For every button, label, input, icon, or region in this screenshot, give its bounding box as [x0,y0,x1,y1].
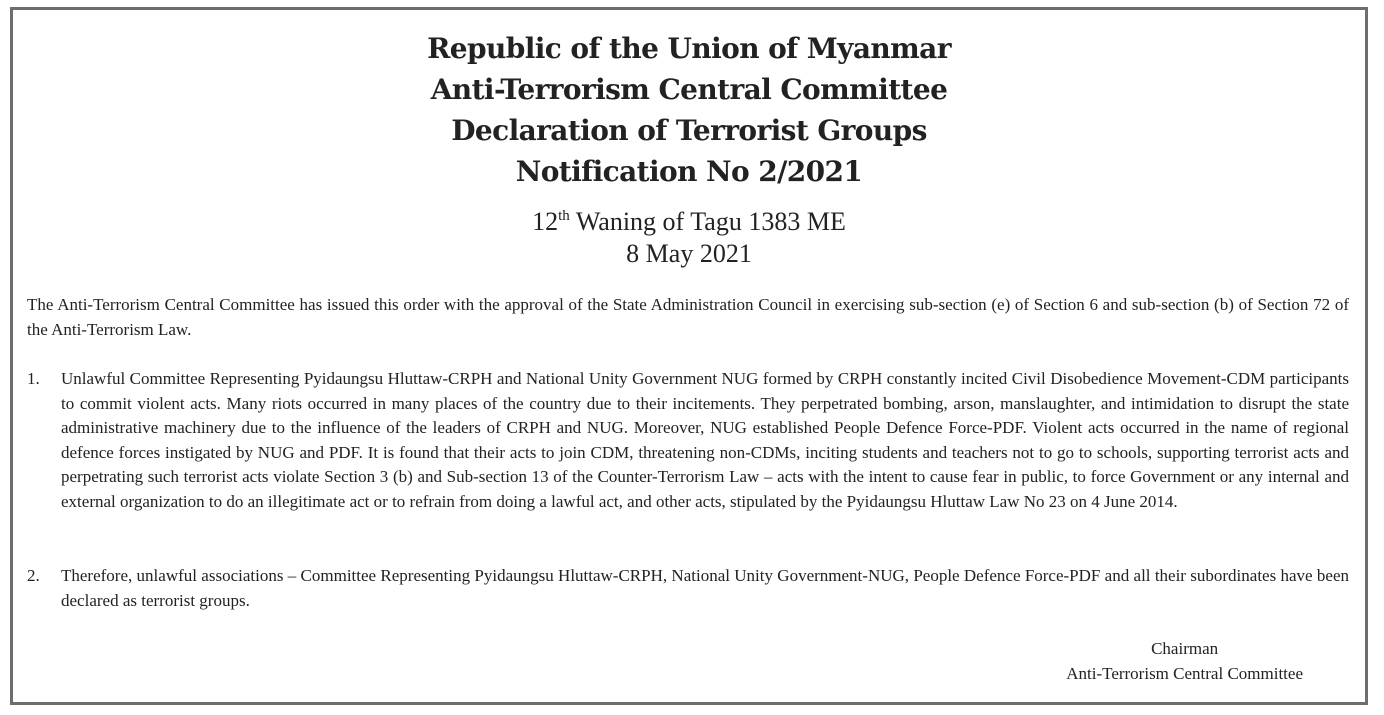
lunar-day-number: 12 [532,207,559,236]
header-committee: Anti-Terrorism Central Committee [430,73,948,106]
header-declaration: Declaration of Terrorist Groups [451,114,927,147]
lunar-date [13,206,1365,238]
intro-paragraph: The Anti-Terrorism Central Committee has issued this order with the approval of the State Administration Council in exercising sub-section (e) of Section 6 and sub-section (b) of Section 72 of the Anti-Terrorism Law. [27,295,1349,339]
lunar-day-suffix: th [558,208,570,224]
item-number: 1. [27,369,40,388]
signature-title: Chairman [1151,639,1219,658]
date-block [13,206,1365,270]
item-text: Therefore, unlawful associations – Committee Representing Pyidaungsu Hluttaw-CRPH, National Unity Government-NUG, People Defence Force-PDF and all their subordinates have been declared as terrorist groups. [61,566,1349,610]
header-country: Republic of the Union of Myanmar [427,32,951,65]
lunar-date-rest: Waning of Tagu 1383 ME [575,207,846,236]
item-text: Unlawful Committee Representing Pyidaungsu Hluttaw-CRPH and National Unity Government NUG formed by CRPH constantly incited Civil Disobedience Movement-CDM participants to commit violent acts. Many riots occurred in many places of the country due to their incitements. They perpetrated bombing, arson, manslaughter, and intimidation to disrupt the state administrative machinery due to the influence of the leaders of CRPH and NUG. Moreover, NUG established People Defence Force-PDF. Violent acts occurred in the name of regional defence forces instigated by NUG and PDF. It is found that their acts to join CDM, threatening non-CDMs, inciting students and teachers not to go to schools, supporting terrorist acts and perpetrating such terrorist acts violate Section 3 (b) and Sub-section 13 of the Counter-Terrorism Law – acts with the intent to cause fear in public, to force Government or any internal and external organization to do an illegitimate act or to refrain from doing a lawful act, and other acts, stipulated by the Pyidaungsu Hluttaw Law No 23 on 4 June 2014. [61,369,1349,511]
header-notification-number: Notification No 2/2021 [515,155,863,188]
gregorian-date: 8 May 2021 [626,239,752,268]
item-number: 2. [27,566,40,585]
signature-block [1066,637,1303,686]
signature-body: Anti-Terrorism Central Committee [1066,663,1303,683]
header-block [13,28,1365,192]
notification-frame [10,7,1368,705]
